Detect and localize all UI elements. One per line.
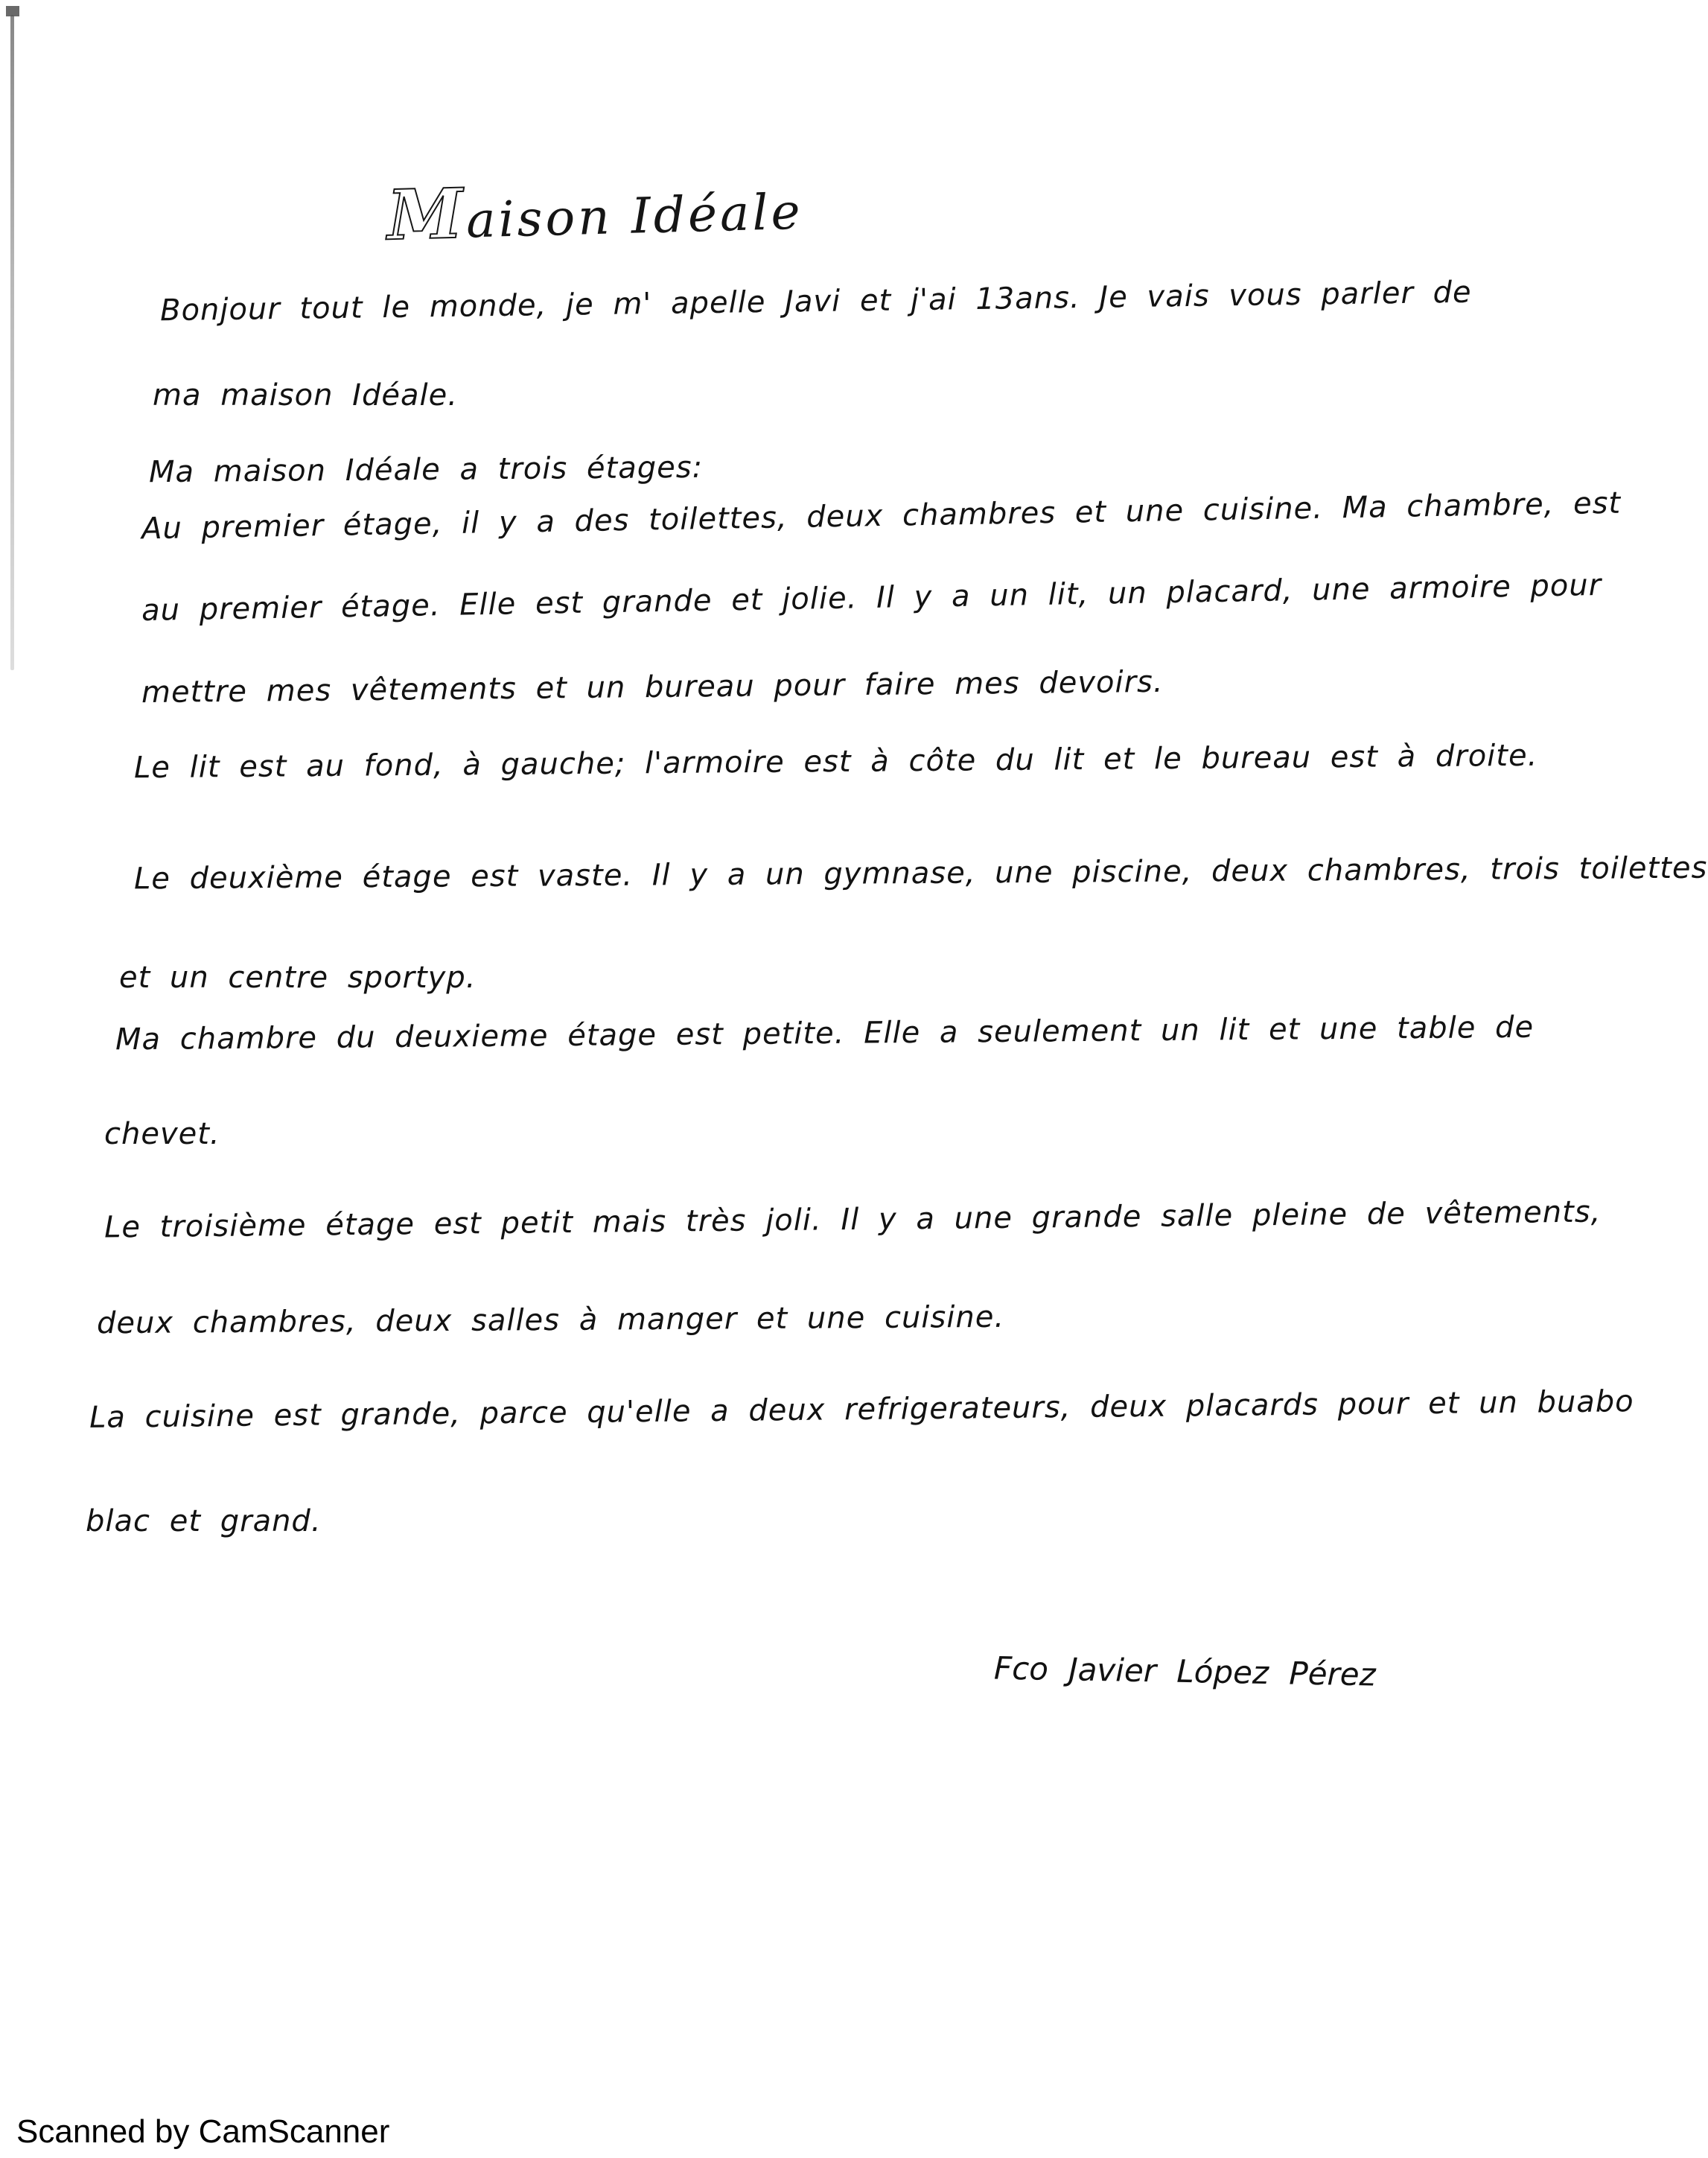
text-line-11: chevet. (104, 1117, 220, 1151)
text-line-6: mettre mes vêtements et un bureau pour faire mes devoirs. (141, 664, 1164, 710)
page-title (386, 165, 804, 256)
title-rest: aison Idéale (465, 182, 804, 249)
scan-edge-shadow (10, 15, 14, 670)
title-initial: M (386, 173, 468, 256)
text-line-14: La cuisine est grande, parce qu'elle a deux refrigerateurs, deux placards pour et un buabo (89, 1384, 1634, 1435)
text-line-15: blac et grand. (86, 1504, 322, 1538)
text-line-9: et un centre sportyp. (119, 961, 477, 995)
text-line-8: Le deuxième étage est vaste. Il y a un gymnase, une piscine, deux chambres, trois toilettes (133, 850, 1708, 897)
camscanner-watermark: Scanned by CamScanner (16, 2113, 390, 2150)
text-line-4: Au premier étage, il y a des toilettes, deux chambres et une cuisine. Ma chambre, est (141, 486, 1622, 547)
text-line-3: Ma maison Idéale a trois étages: (148, 450, 704, 490)
text-line-2: ma maison Idéale. (153, 378, 458, 413)
text-line-10: Ma chambre du deuxieme étage est petite. Elle a seulement un lit et une table de (115, 1010, 1535, 1057)
text-line-7: Le lit est au fond, à gauche; l'armoire est à côte du lit et le bureau est à droite. (133, 738, 1538, 786)
text-line-12: Le troisième étage est petit mais très joli. Il y a une grande salle pleine de vêtements, (103, 1194, 1602, 1245)
author-signature: Fco Javier López Pérez (993, 1649, 1377, 1693)
text-line-1: Bonjour tout le monde, je m' apelle Javi et j'ai 13ans. Je vais vous parler de (159, 275, 1472, 328)
text-line-5: au premier étage. Elle est grande et jolie. Il y a un lit, un placard, une armoire pour (141, 567, 1602, 628)
text-line-13: deux chambres, deux salles à manger et une cuisine. (96, 1299, 1005, 1341)
